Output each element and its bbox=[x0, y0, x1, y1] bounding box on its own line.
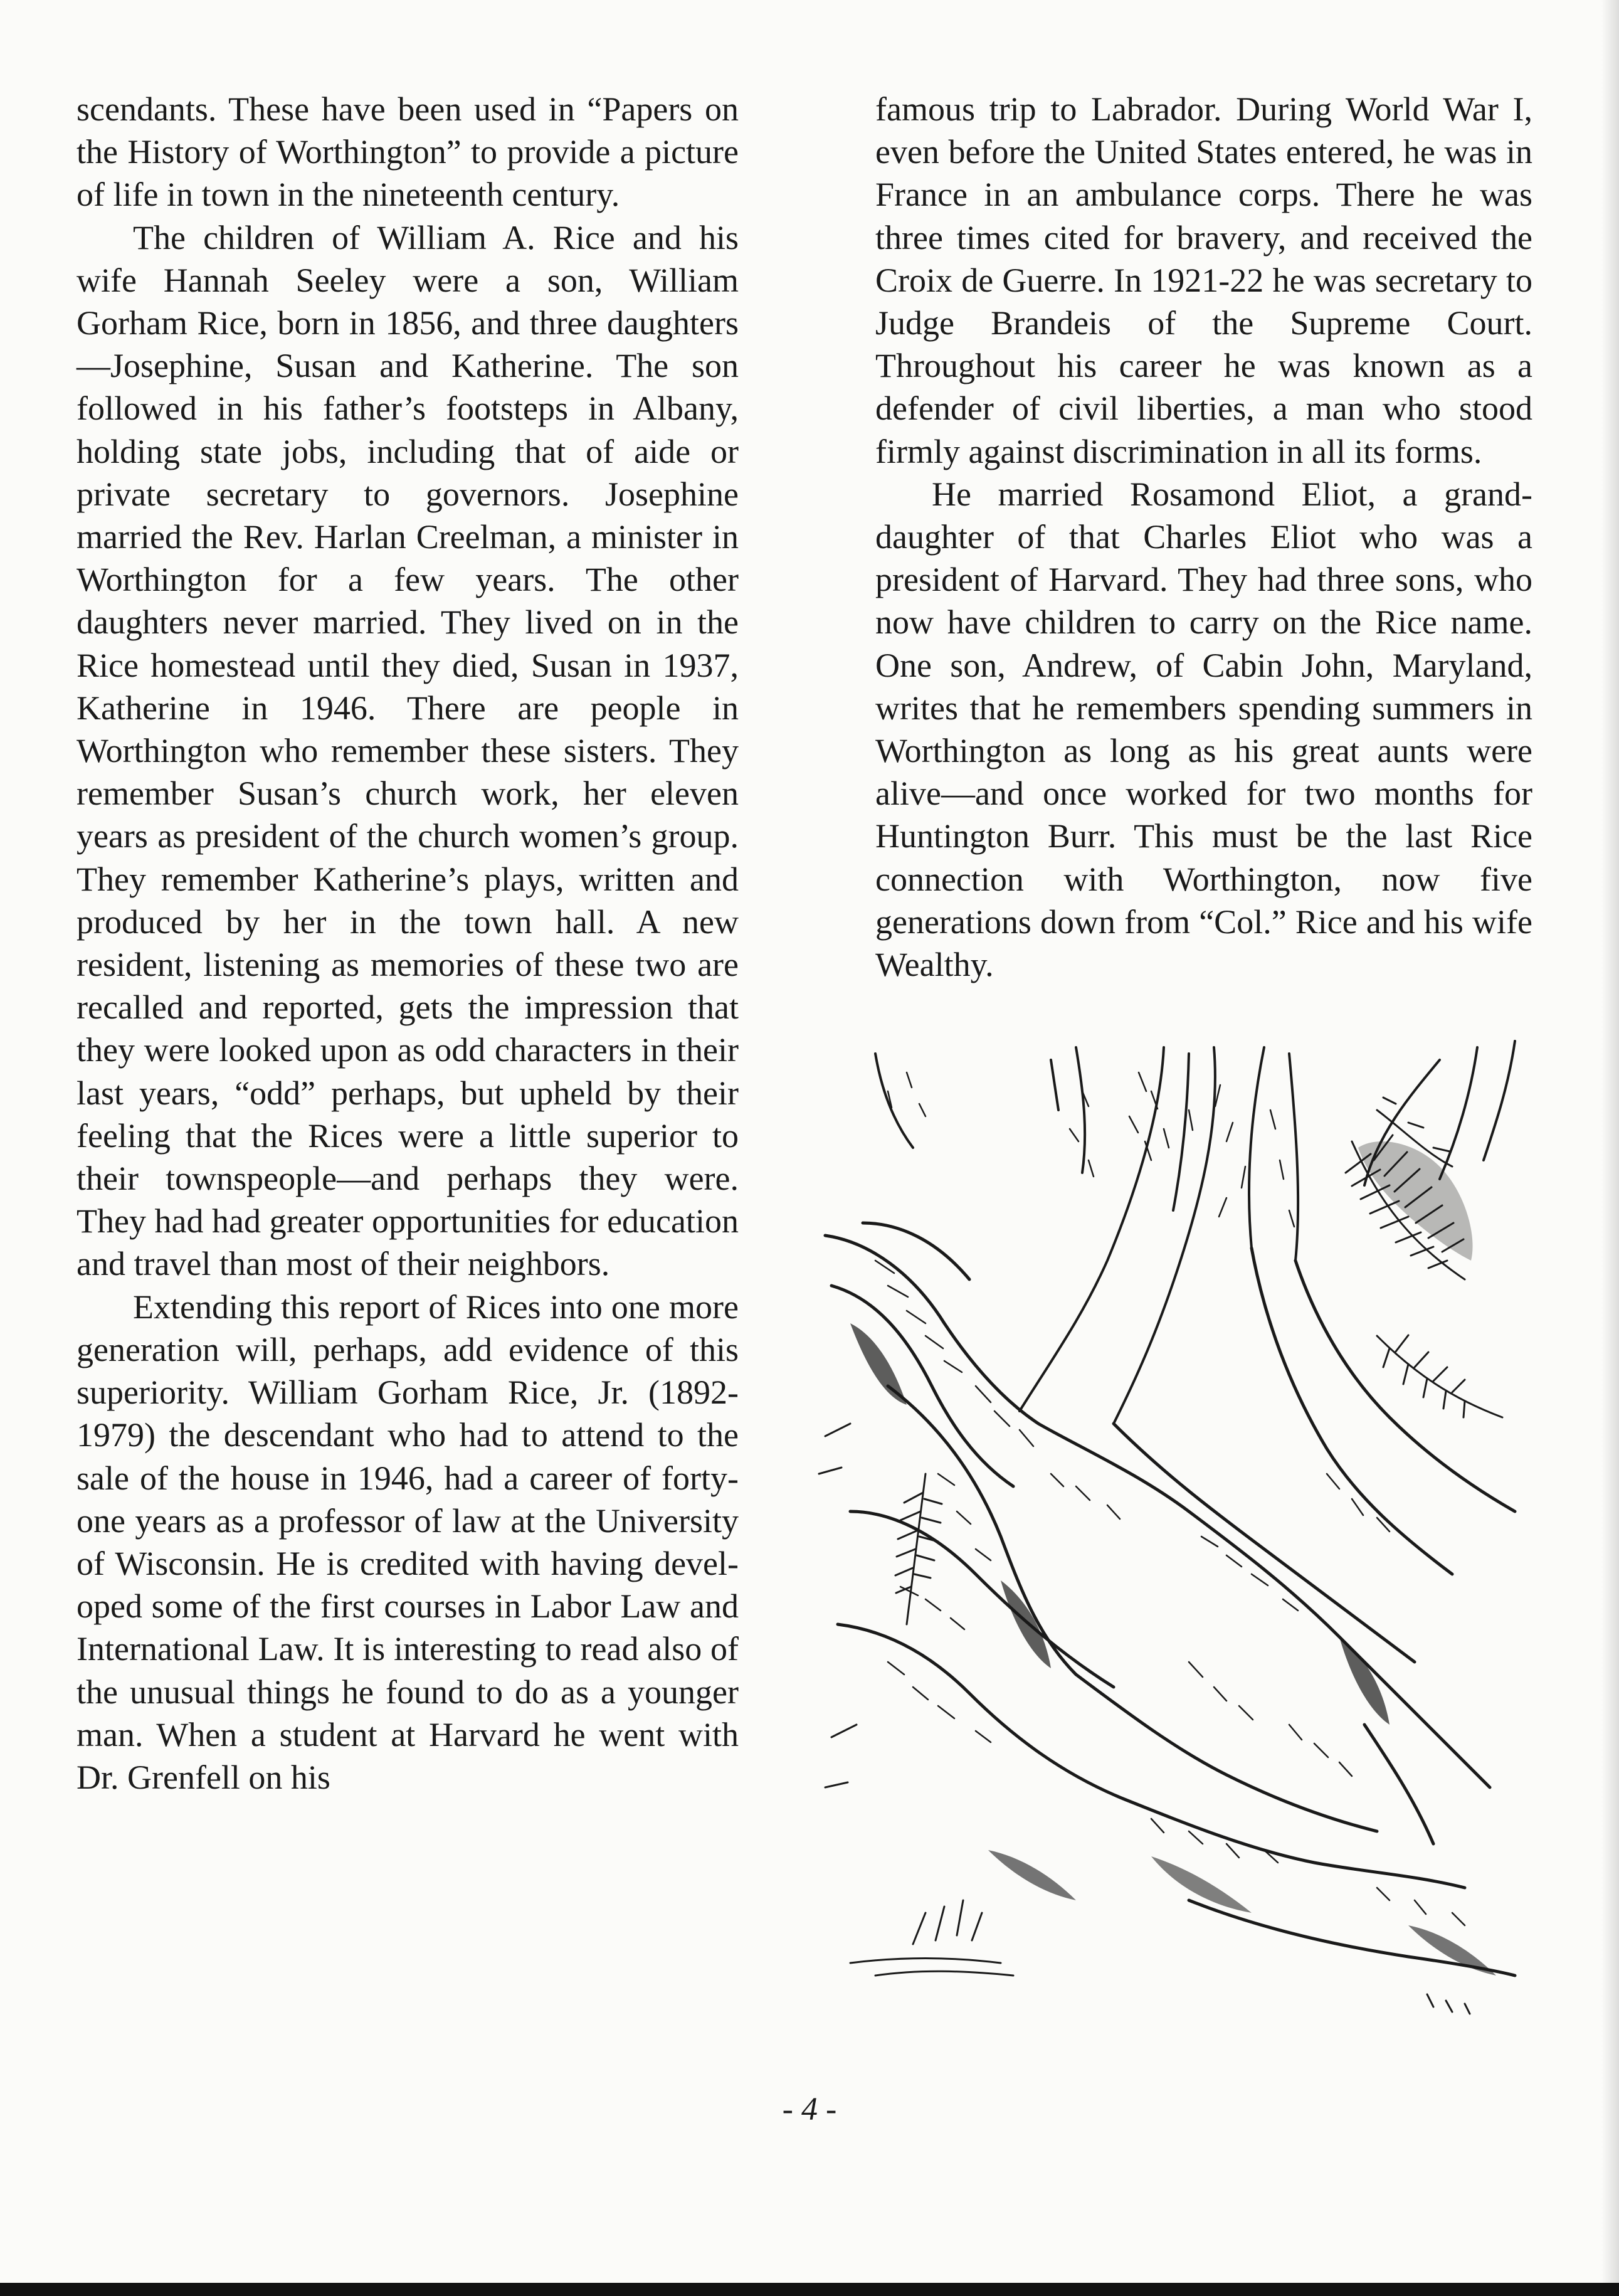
paragraph: scendants. These have been used in “Papers on the History of Worthington” to provide a picture of life in town in the nineteenth century. bbox=[76, 90, 739, 214]
paragraph: Extending this report of Rices into one more generation will, perhaps, add evidence of this superiority. William Gorham Rice, Jr. (1892-1979) the descendant who had to attend to the sale of the house in 1946, had a career of forty-one years as a professor of law at the University of Wisconsin. He is credited with having developed some of the first courses in Labor Law and International Law. It is interesting to read also of the unusual things he found to do as a younger man. When a student at Harvard he went with Dr. Grenfell on his bbox=[76, 1288, 739, 1796]
tree-roots-illustration bbox=[813, 1035, 1540, 2045]
right-text-column bbox=[875, 88, 1532, 986]
left-text-column bbox=[76, 88, 739, 1799]
bottom-border bbox=[0, 2283, 1619, 2296]
paragraph: The children of William A. Rice and his wife Hannah Seeley were a son, William Gorham Rice, born in 1856, and three daughters—Josephine, Susan and Katherine. The son followed in his father’s footsteps in Albany, holding state jobs, including that of aide or private secretary to governors. Josephine married the Rev. Harlan Creelman, a minister in Worthington for a few years. The other daughters never married. They lived on in the Rice homestead until they died, Susan in 1937, Katherine in 1946. There are people in Worthington who remember these sisters. They remember Susan’s church work, her eleven years as president of the church women’s group. They remember Katherine’s plays, written and produced by her in the town hall. A new resident, listening as memories of these two are recalled and reported, gets the impression that they were looked upon as odd characters in their last years, “odd” perhaps, but upheld by their feeling that the Rices were a little superior to their townspeople—and perhaps they were. They had had greater opportunities for education and travel than most of their neighbors. bbox=[76, 218, 739, 1283]
paragraph: He married Rosamond Eliot, a granddaughter of that Charles Eliot who was a president of Harvard. They had three sons, who now have children to carry on the Rice name. One son, Andrew, of Cabin John, Maryland, writes that he remembers spending summers in Worthington as long as his great aunts were alive—and once worked for two months for Huntington Burr. This must be the last Rice connection with Worthington, now five generations down from “Col.” Rice and his wife Wealthy. bbox=[875, 475, 1532, 984]
page-number: - 4 - bbox=[782, 2092, 837, 2127]
page-edge-shadow bbox=[1601, 0, 1619, 2283]
paragraph: famous trip to Labrador. During World War I, even before the United States entered, he was in France in an ambulance corps. There he was three times cited for bravery, and received the Croix de Guerre. In 1921-22 he was secretary to Judge Brandeis of the Supreme Court. Throughout his career he was known as a defender of civil liberties, a man who stood firmly against discrimination in all its forms. bbox=[875, 90, 1532, 470]
